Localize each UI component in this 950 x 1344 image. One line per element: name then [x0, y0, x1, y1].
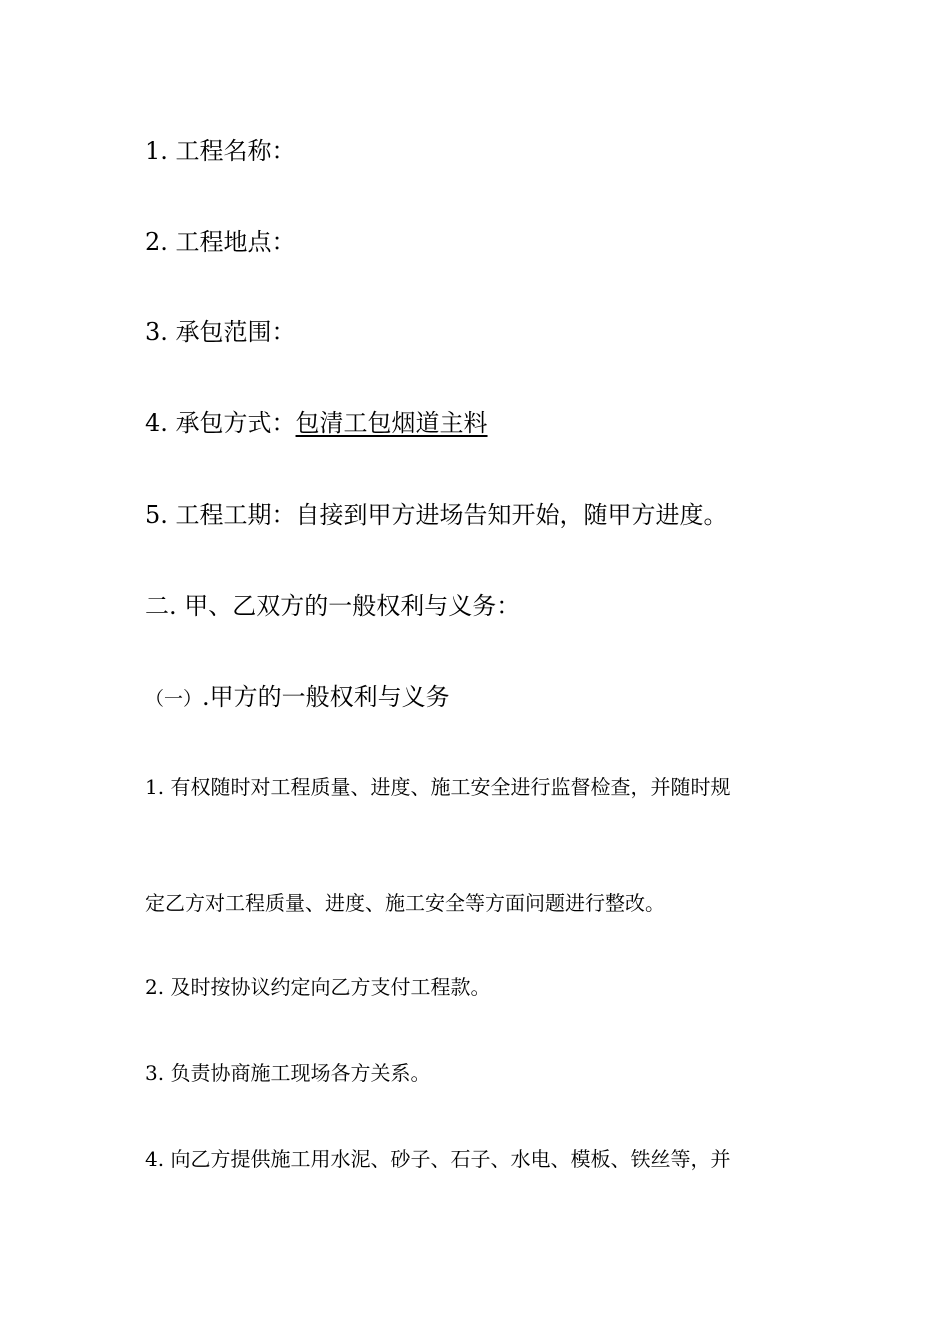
project-name-line	[145, 137, 296, 166]
project-name-label: 1. 工程名称：	[145, 137, 296, 165]
party-a-subheading	[145, 683, 450, 712]
party-a-item	[145, 775, 730, 799]
party-a-item-text: 2. 及时按协议约定向乙方支付工程款。	[145, 975, 491, 999]
party-a-item-text: 3. 负责协商施工现场各方关系。	[145, 1061, 431, 1085]
party-a-item-text: 1. 有权随时对工程质量、进度、施工安全进行监督检查，并随时规	[145, 775, 731, 799]
project-location-line	[145, 228, 296, 257]
party-a-item-text: 定乙方对工程质量、进度、施工安全等方面问题进行整改。	[145, 891, 665, 915]
project-period-value: 自接到甲方进场告知开始，随甲方进度。	[295, 501, 728, 529]
party-a-subheading-text: .甲方的一般权利与义务	[202, 683, 450, 711]
contract-method-value: 包清工包烟道主料	[295, 409, 488, 437]
project-period-line	[145, 501, 728, 530]
party-a-item	[145, 975, 490, 999]
project-period-label: 5. 工程工期：	[145, 501, 296, 529]
contract-scope-line	[145, 318, 296, 347]
section-two-heading-text: 二. 甲、乙双方的一般权利与义务：	[145, 592, 521, 620]
contract-method-line	[145, 409, 488, 438]
section-two-heading	[145, 592, 520, 621]
party-a-subheading-paren: （一）	[145, 688, 203, 710]
party-a-item	[145, 891, 665, 915]
party-a-item	[145, 1061, 430, 1085]
contract-method-label: 4. 承包方式：	[145, 409, 296, 437]
project-location-label: 2. 工程地点：	[145, 228, 296, 256]
contract-scope-label: 3. 承包范围：	[145, 318, 296, 346]
party-a-item	[145, 1147, 730, 1171]
party-a-item-text: 4. 向乙方提供施工用水泥、砂子、石子、水电、模板、铁丝等，并	[145, 1147, 731, 1171]
